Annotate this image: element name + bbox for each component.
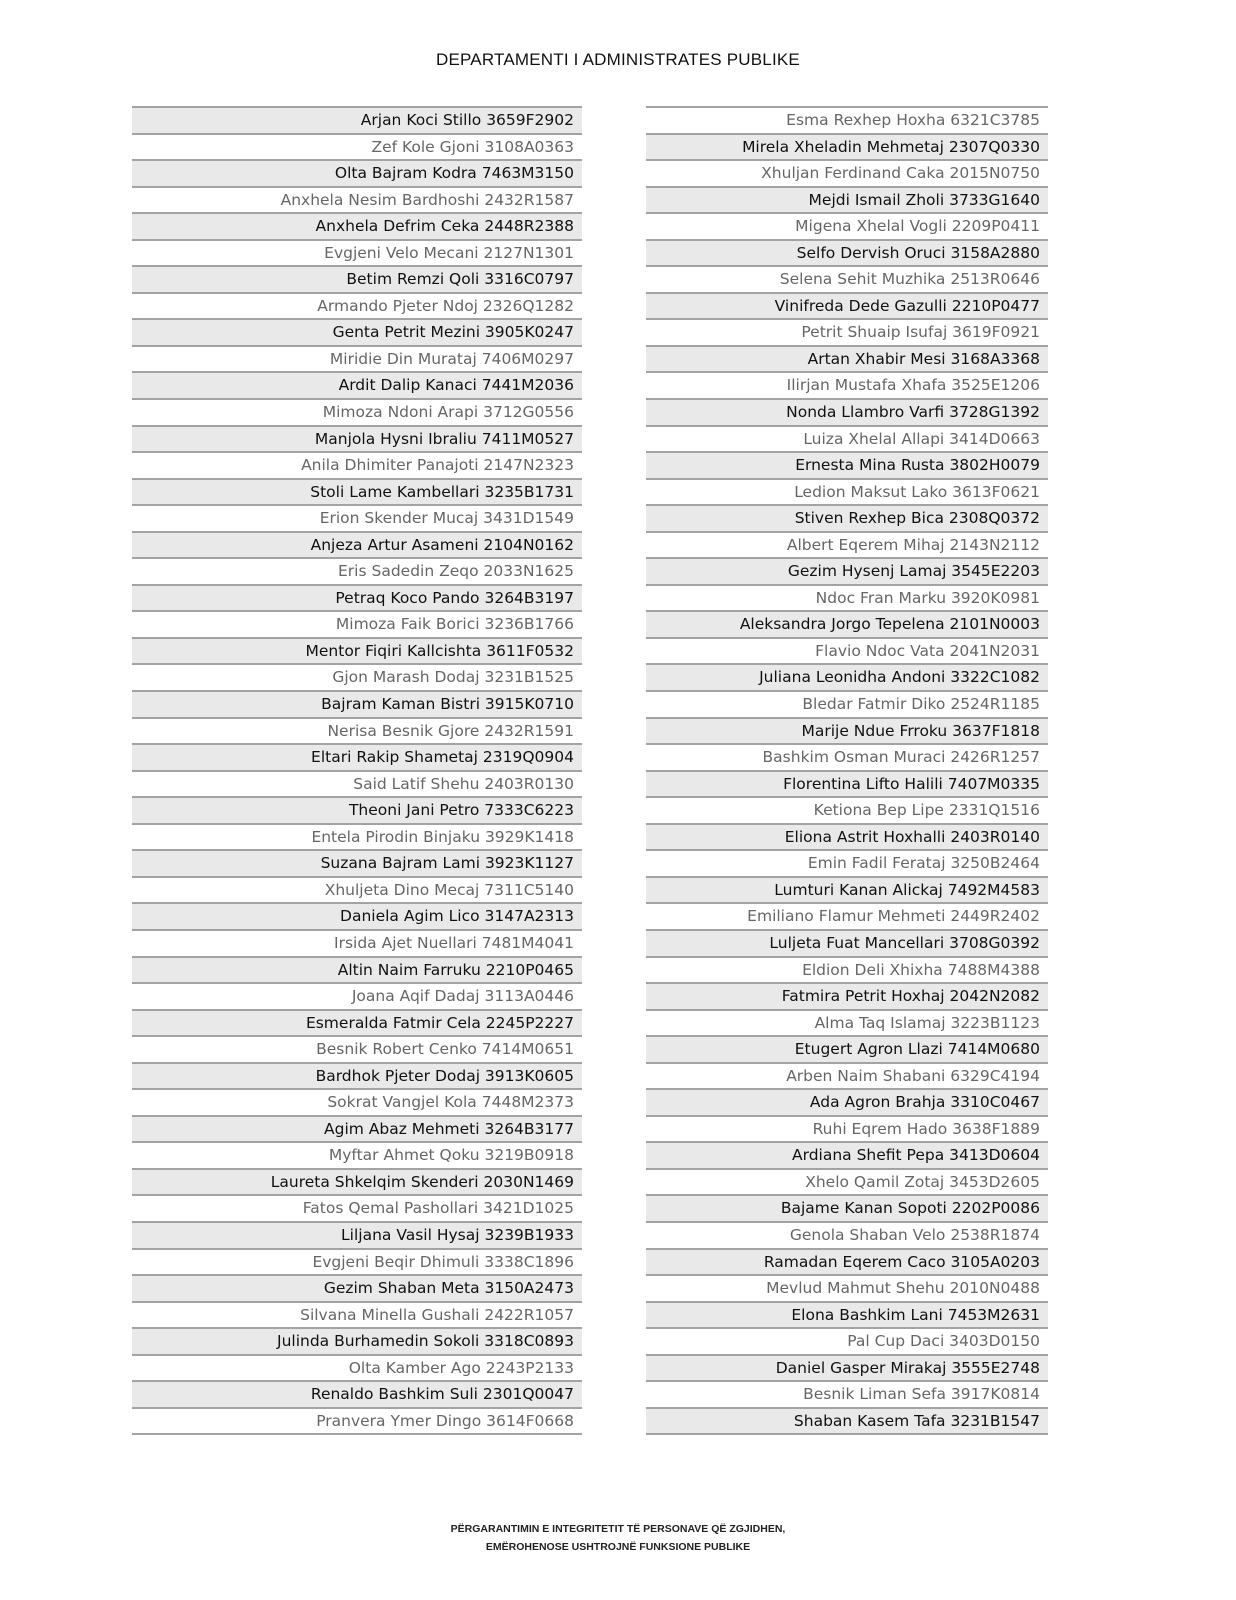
list-row: Suzana Bajram Lami 3923K1127 (132, 851, 582, 878)
list-row: Pranvera Ymer Dingo 3614F0668 (132, 1409, 582, 1436)
list-row: Liljana Vasil Hysaj 3239B1933 (132, 1223, 582, 1250)
list-row: Arjan Koci Stillo 3659F2902 (132, 106, 582, 135)
list-row: Aleksandra Jorgo Tepelena 2101N0003 (646, 612, 1048, 639)
list-row: Ruhi Eqrem Hado 3638F1889 (646, 1117, 1048, 1144)
list-row: Bledar Fatmir Diko 2524R1185 (646, 692, 1048, 719)
list-row: Zef Kole Gjoni 3108A0363 (132, 135, 582, 162)
right-name-list (646, 106, 1048, 1435)
list-row: Xhuljan Ferdinand Caka 2015N0750 (646, 161, 1048, 188)
list-row: Mimoza Ndoni Arapi 3712G0556 (132, 400, 582, 427)
list-row: Armando Pjeter Ndoj 2326Q1282 (132, 294, 582, 321)
list-row: Irsida Ajet Nuellari 7481M4041 (132, 931, 582, 958)
list-row: Eris Sadedin Zeqo 2033N1625 (132, 559, 582, 586)
list-row: Ndoc Fran Marku 3920K0981 (646, 586, 1048, 613)
list-row: Anxhela Nesim Bardhoshi 2432R1587 (132, 188, 582, 215)
list-row: Ketiona Bep Lipe 2331Q1516 (646, 798, 1048, 825)
list-row: Selfo Dervish Oruci 3158A2880 (646, 241, 1048, 268)
list-row: Daniel Gasper Mirakaj 3555E2748 (646, 1356, 1048, 1383)
list-row: Emiliano Flamur Mehmeti 2449R2402 (646, 904, 1048, 931)
list-row: Erion Skender Mucaj 3431D1549 (132, 506, 582, 533)
list-row: Olta Kamber Ago 2243P2133 (132, 1356, 582, 1383)
list-row: Xhuljeta Dino Mecaj 7311C5140 (132, 878, 582, 905)
list-row: Eliona Astrit Hoxhalli 2403R0140 (646, 825, 1048, 852)
list-row: Fatmira Petrit Hoxhaj 2042N2082 (646, 984, 1048, 1011)
list-row: Manjola Hysni Ibraliu 7411M0527 (132, 427, 582, 454)
list-row: Evgjeni Velo Mecani 2127N1301 (132, 241, 582, 268)
list-row: Bashkim Osman Muraci 2426R1257 (646, 745, 1048, 772)
list-row: Gjon Marash Dodaj 3231B1525 (132, 665, 582, 692)
list-row: Juliana Leonidha Andoni 3322C1082 (646, 665, 1048, 692)
list-row: Julinda Burhamedin Sokoli 3318C0893 (132, 1329, 582, 1356)
list-row: Mevlud Mahmut Shehu 2010N0488 (646, 1276, 1048, 1303)
footer (0, 1520, 1236, 1556)
list-row: Miridie Din Murataj 7406M0297 (132, 347, 582, 374)
page-title: DEPARTAMENTI I ADMINISTRATES PUBLIKE (436, 50, 800, 69)
list-row: Eldion Deli Xhixha 7488M4388 (646, 958, 1048, 985)
list-row: Said Latif Shehu 2403R0130 (132, 772, 582, 799)
list-row: Esma Rexhep Hoxha 6321C3785 (646, 106, 1048, 135)
list-row: Esmeralda Fatmir Cela 2245P2227 (132, 1011, 582, 1038)
list-row: Mentor Fiqiri Kallcishta 3611F0532 (132, 639, 582, 666)
list-row: Artan Xhabir Mesi 3168A3368 (646, 347, 1048, 374)
list-row: Nonda Llambro Varfi 3728G1392 (646, 400, 1048, 427)
list-row: Daniela Agim Lico 3147A2313 (132, 904, 582, 931)
list-row: Silvana Minella Gushali 2422R1057 (132, 1303, 582, 1330)
list-row: Shaban Kasem Tafa 3231B1547 (646, 1409, 1048, 1436)
list-row: Mimoza Faik Borici 3236B1766 (132, 612, 582, 639)
list-row: Renaldo Bashkim Suli 2301Q0047 (132, 1382, 582, 1409)
list-row: Genola Shaban Velo 2538R1874 (646, 1223, 1048, 1250)
list-row: Petrit Shuaip Isufaj 3619F0921 (646, 320, 1048, 347)
list-row: Agim Abaz Mehmeti 3264B3177 (132, 1117, 582, 1144)
list-row: Pal Cup Daci 3403D0150 (646, 1329, 1048, 1356)
list-row: Elona Bashkim Lani 7453M2631 (646, 1303, 1048, 1330)
list-row: Sokrat Vangjel Kola 7448M2373 (132, 1090, 582, 1117)
list-row: Ernesta Mina Rusta 3802H0079 (646, 453, 1048, 480)
footer-line-2: EMËROHENOSE USHTROJNË FUNKSIONE PUBLIKE (485, 1541, 751, 1553)
list-row: Genta Petrit Mezini 3905K0247 (132, 320, 582, 347)
list-row: Fatos Qemal Pashollari 3421D1025 (132, 1196, 582, 1223)
list-row: Stiven Rexhep Bica 2308Q0372 (646, 506, 1048, 533)
list-row: Lumturi Kanan Alickaj 7492M4583 (646, 878, 1048, 905)
list-row: Bajame Kanan Sopoti 2202P0086 (646, 1196, 1048, 1223)
list-row: Gezim Hysenj Lamaj 3545E2203 (646, 559, 1048, 586)
list-row: Mejdi Ismail Zholi 3733G1640 (646, 188, 1048, 215)
list-row: Emin Fadil Ferataj 3250B2464 (646, 851, 1048, 878)
list-row: Ardit Dalip Kanaci 7441M2036 (132, 373, 582, 400)
list-row: Nerisa Besnik Gjore 2432R1591 (132, 719, 582, 746)
list-row: Marije Ndue Frroku 3637F1818 (646, 719, 1048, 746)
list-row: Laureta Shkelqim Skenderi 2030N1469 (132, 1170, 582, 1197)
list-row: Ardiana Shefit Pepa 3413D0604 (646, 1143, 1048, 1170)
list-row: Joana Aqif Dadaj 3113A0446 (132, 984, 582, 1011)
list-row: Stoli Lame Kambellari 3235B1731 (132, 480, 582, 507)
list-row: Albert Eqerem Mihaj 2143N2112 (646, 533, 1048, 560)
list-row: Etugert Agron Llazi 7414M0680 (646, 1037, 1048, 1064)
list-row: Alma Taq Islamaj 3223B1123 (646, 1011, 1048, 1038)
list-row: Anjeza Artur Asameni 2104N0162 (132, 533, 582, 560)
list-row: Gezim Shaban Meta 3150A2473 (132, 1276, 582, 1303)
list-row: Myftar Ahmet Qoku 3219B0918 (132, 1143, 582, 1170)
list-row: Olta Bajram Kodra 7463M3150 (132, 161, 582, 188)
list-row: Arben Naim Shabani 6329C4194 (646, 1064, 1048, 1091)
list-row: Bajram Kaman Bistri 3915K0710 (132, 692, 582, 719)
list-row: Ada Agron Brahja 3310C0467 (646, 1090, 1048, 1117)
list-row: Anxhela Defrim Ceka 2448R2388 (132, 214, 582, 241)
list-row: Eltari Rakip Shametaj 2319Q0904 (132, 745, 582, 772)
list-row: Anila Dhimiter Panajoti 2147N2323 (132, 453, 582, 480)
list-row: Ramadan Eqerem Caco 3105A0203 (646, 1250, 1048, 1277)
list-row: Altin Naim Farruku 2210P0465 (132, 958, 582, 985)
list-row: Migena Xhelal Vogli 2209P0411 (646, 214, 1048, 241)
list-row: Vinifreda Dede Gazulli 2210P0477 (646, 294, 1048, 321)
list-row: Entela Pirodin Binjaku 3929K1418 (132, 825, 582, 852)
footer-line-1: PËRGARANTIMIN E INTEGRITETIT TË PERSONAVE QË ZGJIDHEN, (450, 1523, 786, 1535)
list-row: Evgjeni Beqir Dhimuli 3338C1896 (132, 1250, 582, 1277)
list-row: Luiza Xhelal Allapi 3414D0663 (646, 427, 1048, 454)
list-row: Betim Remzi Qoli 3316C0797 (132, 267, 582, 294)
list-row: Bardhok Pjeter Dodaj 3913K0605 (132, 1064, 582, 1091)
list-row: Ilirjan Mustafa Xhafa 3525E1206 (646, 373, 1048, 400)
list-row: Flavio Ndoc Vata 2041N2031 (646, 639, 1048, 666)
list-row: Theoni Jani Petro 7333C6223 (132, 798, 582, 825)
list-row: Besnik Robert Cenko 7414M0651 (132, 1037, 582, 1064)
list-row: Luljeta Fuat Mancellari 3708G0392 (646, 931, 1048, 958)
list-row: Ledion Maksut Lako 3613F0621 (646, 480, 1048, 507)
list-row: Florentina Lifto Halili 7407M0335 (646, 772, 1048, 799)
left-name-list (132, 106, 582, 1435)
list-row: Selena Sehit Muzhika 2513R0646 (646, 267, 1048, 294)
list-row: Mirela Xheladin Mehmetaj 2307Q0330 (646, 135, 1048, 162)
list-row: Xhelo Qamil Zotaj 3453D2605 (646, 1170, 1048, 1197)
list-row: Besnik Liman Sefa 3917K0814 (646, 1382, 1048, 1409)
list-row: Petraq Koco Pando 3264B3197 (132, 586, 582, 613)
